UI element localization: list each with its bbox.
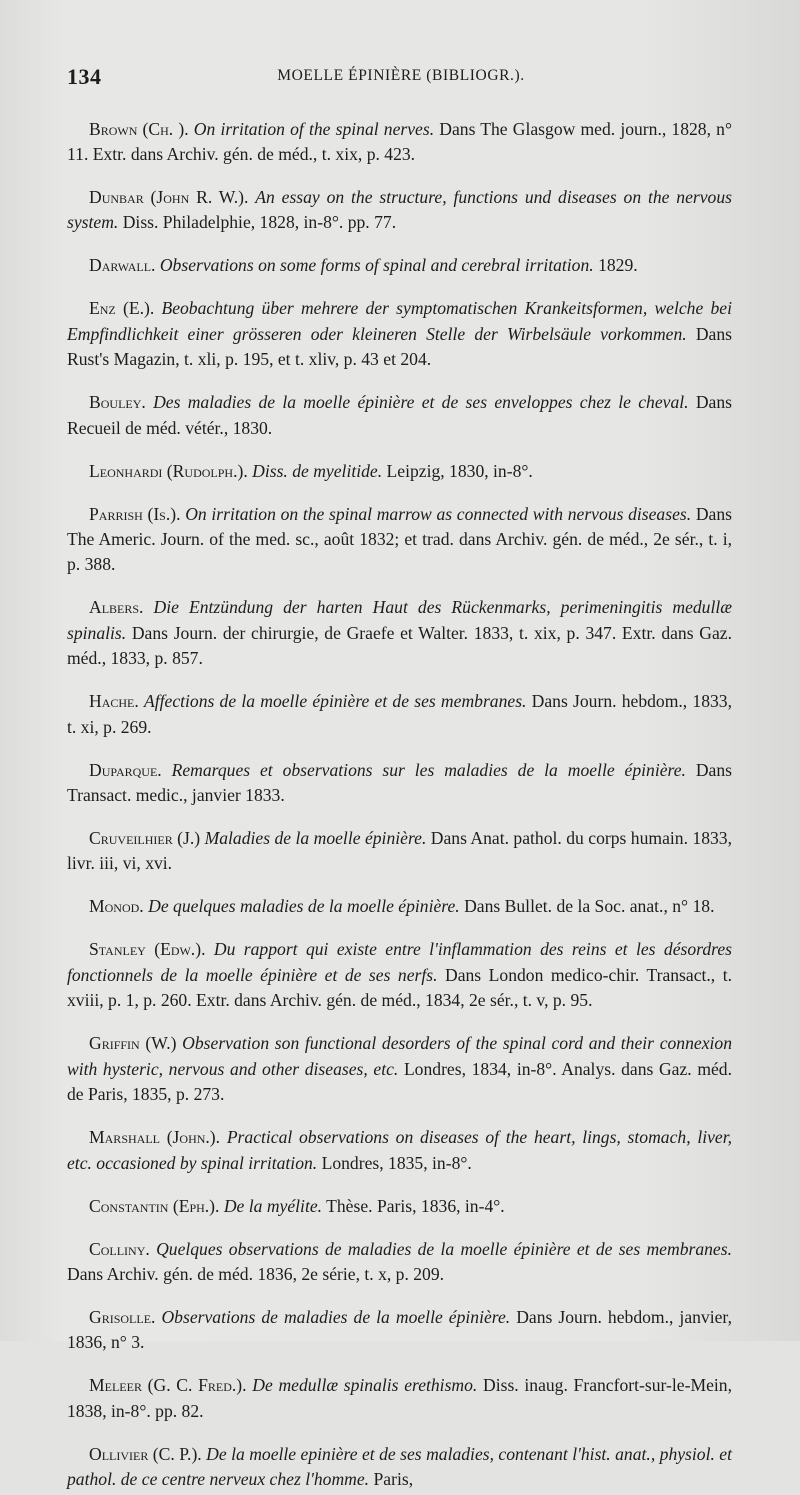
entry-author: Cruveilhier (J.) xyxy=(89,828,201,849)
entry-reference: Londres, 1835, in-8°. xyxy=(321,1152,472,1173)
entry-title: Affections de la moelle épinière et de ses membranes. xyxy=(143,691,527,712)
entry-reference: Dans Transact. medic., janvier 1833. xyxy=(67,759,733,806)
entry-title: Diss. de myelitide. xyxy=(252,460,383,481)
entry-author: Stanley (Edw.). xyxy=(89,939,206,960)
entry-author: Darwall. xyxy=(89,255,156,276)
entry-author: Brown (Ch. ). xyxy=(89,118,189,139)
entry-author: Colliny. xyxy=(89,1238,150,1259)
bibliography-entry xyxy=(67,117,732,168)
entry-author: Leonhardi (Rudolph.). xyxy=(89,460,248,481)
entry-reference: Dans The Glasgow med. journ., 1828, n° 11. Extr. dans Archiv. gén. de méd., t. xix, p. 423. xyxy=(67,118,732,164)
entry-author: Griffin (W.) xyxy=(89,1033,177,1054)
entry-title: On irritation on the spinal marrow as connected with nervous diseases. xyxy=(185,503,692,524)
entry-author: Dunbar (John R. W.). xyxy=(89,187,249,207)
entry-reference: Leipzig, 1830, in-8°. xyxy=(386,460,533,481)
entry-title: De la moelle epinière et de ses maladies, contenant l'hist. anat., physiol. et pathol. de ce centre nerveux chez l'homme. xyxy=(67,1443,732,1490)
entry-reference: Dans Journ. der chirurgie, de Graefe et Walter. 1833, t. xix, p. 347. Extr. dans Gaz. méd., 1833, p. 857. xyxy=(67,622,732,669)
bibliography-list xyxy=(67,99,732,1495)
entry-title: De quelques maladies de la moelle épinière. xyxy=(148,896,460,917)
entry-reference: Dans Recueil de méd. vétér., 1830. xyxy=(67,392,732,438)
entry-author: Ollivier (C. P.). xyxy=(89,1443,202,1464)
entry-title: Maladies de la moelle épinière. xyxy=(204,828,427,849)
entry-title: Quelques observations de maladies de la moelle épinière et de ses membranes. xyxy=(156,1238,732,1259)
entry-title: Observations de maladies de la moelle épinière. xyxy=(161,1306,511,1327)
entry-reference: Diss. inaug. Francfort-sur-le-Mein, 1838, in-8°. pp. 82. xyxy=(67,1375,732,1421)
entry-title: De la myélite. xyxy=(223,1195,323,1216)
running-title: MOELLE ÉPINIÈRE (BIBLIOGR.). xyxy=(277,67,525,84)
entry-reference: Dans Journ. hebdom., janvier, 1836, n° 3. xyxy=(67,1306,732,1353)
entry-reference: Dans Anat. pathol. du corps humain. 1833, livr. iii, vi, xvi. xyxy=(67,828,732,874)
bibliography-entry xyxy=(67,253,732,278)
entry-author: Marshall (John.). xyxy=(89,1127,221,1148)
bibliography-entry xyxy=(67,758,732,809)
bibliography-entry xyxy=(67,502,732,578)
entry-author: Duparque. xyxy=(89,759,162,780)
entry-title: Du rapport qui existe entre l'inflammation des reins et les désordres fonctionnels de la moelle épinière et de ses nerfs. xyxy=(67,939,732,985)
entry-reference: Dans Rust's Magazin, t. xli, p. 195, et t. xliv, p. 43 et 204. xyxy=(67,323,732,370)
bibliography-entry xyxy=(67,689,732,740)
entry-reference: Dans Journ. hebdom., 1833, t. xi, p. 269. xyxy=(67,691,732,737)
entry-reference: Paris, xyxy=(373,1469,414,1490)
page-number: 134 xyxy=(67,64,102,89)
entry-author: Meleer (G. C. Fred.). xyxy=(89,1375,247,1396)
entry-reference: Dans The Americ. Journ. of the med. sc., août 1832; et trad. dans Archiv. gén. de méd., 2e sér., t. i, p. 388. xyxy=(67,503,732,575)
entry-title: Des maladies de la moelle épinière et de ses enveloppes chez le cheval. xyxy=(153,392,689,413)
running-head xyxy=(67,64,735,96)
bibliography-entry xyxy=(67,1237,732,1288)
bibliography-entry xyxy=(67,1305,732,1356)
entry-reference: Londres, 1834, in-8°. Analys. dans Gaz. méd. de Paris, 1835, p. 273. xyxy=(67,1058,733,1105)
bibliography-entry xyxy=(67,1442,732,1493)
bibliography-entry xyxy=(67,1125,732,1176)
entry-author: Grisolle. xyxy=(89,1306,156,1327)
entry-title: On irritation of the spinal nerves. xyxy=(193,118,435,139)
entry-title: Beobachtung über mehrere der symptomatischen Krankeitsformen, welche bei Empfindlichkeit einer grösseren oder kleineren Stelle der Wirbelsäule vorkommen. xyxy=(67,298,732,344)
bibliography-entry xyxy=(67,937,732,1013)
bibliography-entry xyxy=(67,826,732,877)
entry-reference: Thèse. Paris, 1836, in-4°. xyxy=(326,1195,505,1216)
entry-reference: Dans Bullet. de la Soc. anat., n° 18. xyxy=(464,896,715,917)
bibliography-entry xyxy=(67,185,732,236)
bibliography-entry xyxy=(67,1373,732,1424)
entry-title: Observations on some forms of spinal and cerebral irritation. xyxy=(159,255,594,276)
bibliography-entry xyxy=(67,894,732,919)
entry-author: Enz (E.). xyxy=(89,298,155,319)
bibliography-entry xyxy=(67,1031,732,1107)
entry-title: Die Entzündung der harten Haut des Rückenmarks, perimeningitis medullæ spinalis. xyxy=(67,597,732,643)
bibliography-entry xyxy=(67,390,732,441)
entry-reference: Diss. Philadelphie, 1828, in-8°. pp. 77. xyxy=(122,212,397,233)
entry-author: Monod. xyxy=(89,896,144,917)
entry-title: De medullæ spinalis erethismo. xyxy=(252,1375,478,1396)
entry-reference: 1829. xyxy=(598,255,638,276)
bibliography-entry xyxy=(67,1194,732,1219)
bibliography-entry xyxy=(67,296,732,372)
entry-reference: Dans London medico-chir. Transact., t. xviii, p. 1, p. 260. Extr. dans Archiv. gén. de méd., 1834, 2e sér., t. v, p. 95. xyxy=(67,964,732,1011)
entry-author: Hache. xyxy=(89,691,139,712)
entry-author: Parrish (Is.). xyxy=(89,503,181,524)
entry-author: Albers. xyxy=(89,597,144,618)
entry-title: Remarques et observations sur les maladies de la moelle épinière. xyxy=(171,759,686,780)
entry-author: Constantin (Eph.). xyxy=(89,1195,220,1216)
entry-title: Observation son functional desorders of the spinal cord and their connexion with hysteric, nervous and other diseases, etc. xyxy=(67,1033,732,1079)
entry-title: Practical observations on diseases of the heart, lings, stomach, liver, etc. occasioned by spinal irritation. xyxy=(67,1127,733,1173)
entry-author: Bouley. xyxy=(89,392,146,413)
entry-title: An essay on the structure, functions und diseases on the nervous system. xyxy=(67,187,732,233)
bibliography-entry xyxy=(67,459,732,484)
bibliography-entry xyxy=(67,595,732,671)
entry-reference: Dans Archiv. gén. de méd. 1836, 2e série, t. x, p. 209. xyxy=(67,1263,445,1284)
